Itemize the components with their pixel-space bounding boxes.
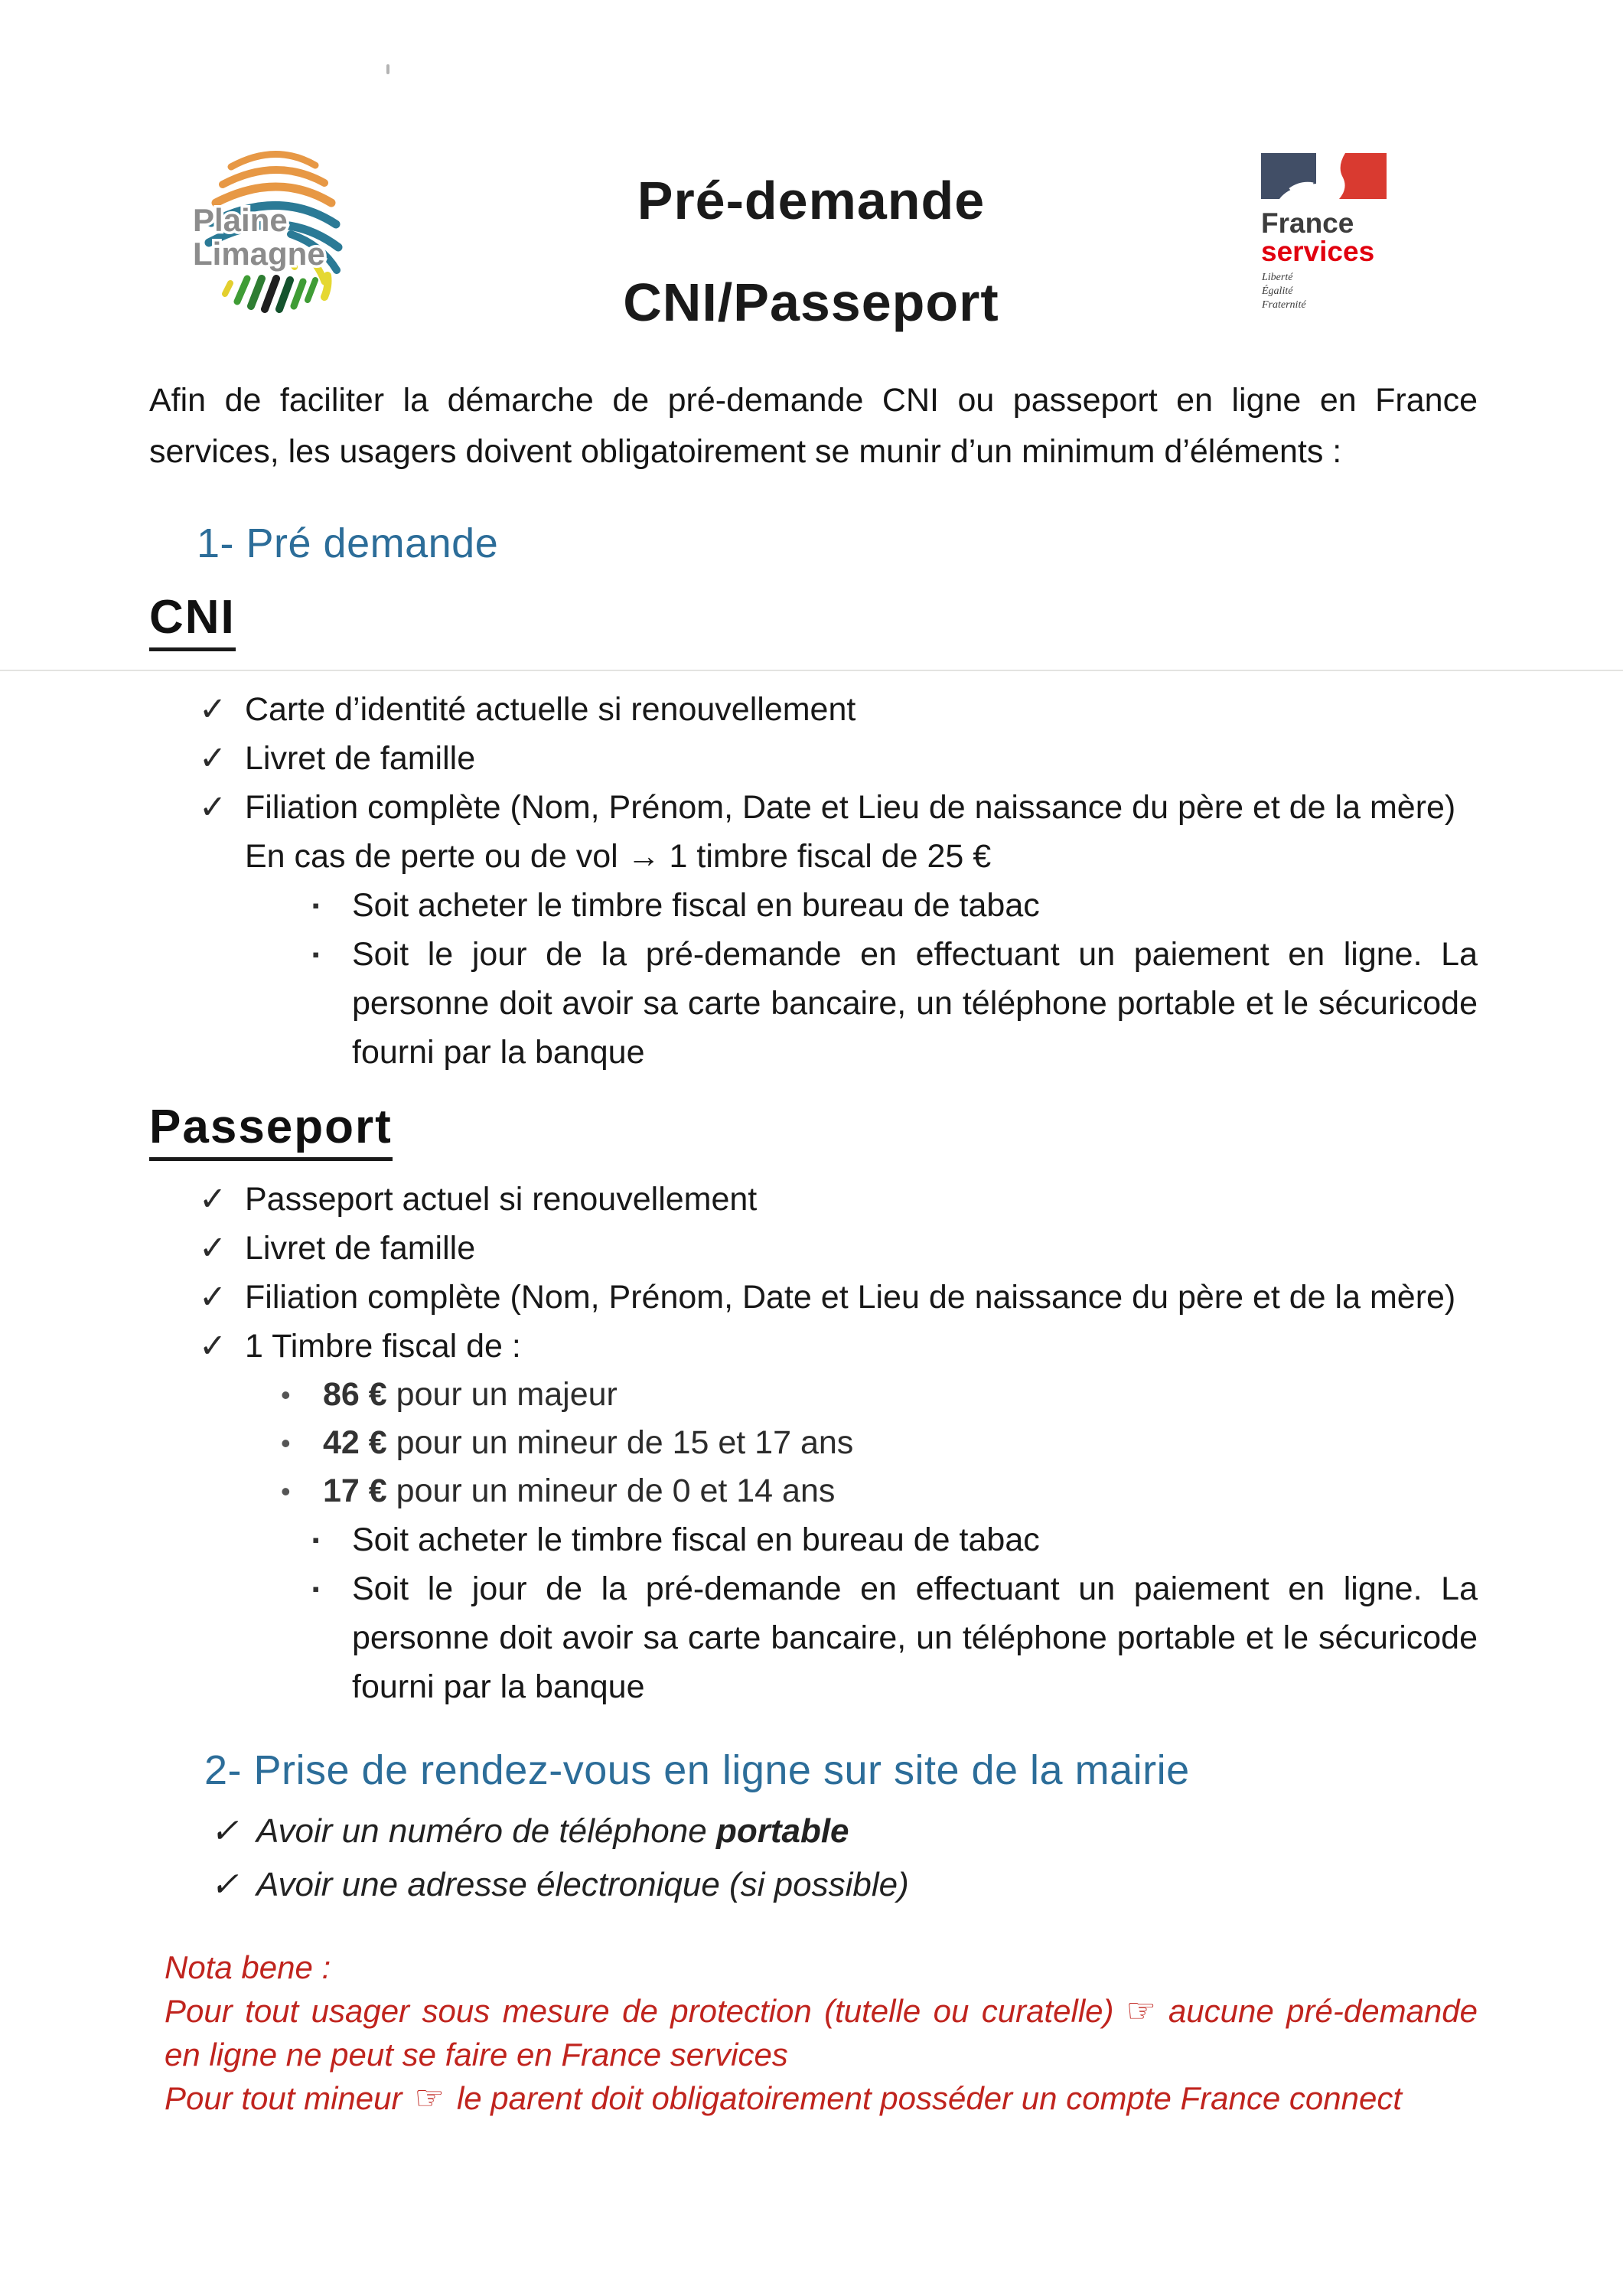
price-amount: 42 € bbox=[323, 1424, 387, 1462]
check-icon: ✓ bbox=[199, 691, 227, 729]
list-item: ▪ Soit acheter le timbre fiscal en bureau de tabac bbox=[149, 1515, 1478, 1564]
plaine-limagne-wordmark-line1: Plaine bbox=[193, 202, 288, 238]
check-icon: ✓ bbox=[199, 1279, 227, 1316]
nota-bene-label: Nota bene : bbox=[165, 1949, 331, 1986]
list-item: ✓ Carte d’identité actuelle si renouvellement bbox=[149, 685, 1478, 734]
price-item bbox=[149, 1419, 1478, 1467]
pointing-hand-icon: ☞ bbox=[1126, 1992, 1156, 2030]
cni-checklist bbox=[149, 685, 1478, 1077]
check-icon: ✓ bbox=[199, 789, 227, 827]
square-bullet-icon: ▪ bbox=[312, 943, 320, 967]
dot-bullet-icon: • bbox=[281, 1476, 291, 1508]
document-header bbox=[0, 0, 1623, 352]
dot-bullet-icon: • bbox=[281, 1427, 291, 1459]
france-services-logo bbox=[1260, 152, 1393, 308]
list-item: ✓ Passeport actuel si renouvellement bbox=[149, 1175, 1478, 1224]
list-item: ✓ 1 Timbre fiscal de : bbox=[149, 1322, 1478, 1371]
list-item: ✓ Filiation complète (Nom, Prénom, Date et Lieu de naissance du père et de la mère) bbox=[149, 1273, 1478, 1322]
nota-bene-line1: Pour tout usager sous mesure de protection (tutelle ou curatelle) ☞ aucune pré-demande en ligne ne peut se faire en France services bbox=[165, 1992, 1478, 2073]
document-content bbox=[0, 375, 1623, 2120]
check-icon: ✓ bbox=[210, 1866, 239, 1904]
page-title bbox=[429, 150, 1194, 354]
nota-bene-line2: Pour tout mineur ☞ le parent doit obligatoirement posséder un compte France connect bbox=[165, 2079, 1403, 2118]
list-item-text: Avoir une adresse électronique (si possible) bbox=[256, 1866, 909, 1904]
page-title-line1: Pré-demande bbox=[637, 171, 986, 230]
passeport-heading: Passeport bbox=[149, 1100, 1478, 1161]
check-icon: ✓ bbox=[199, 1181, 227, 1218]
list-item-bold-text: portable bbox=[715, 1812, 849, 1851]
list-item: ✓ Livret de famille bbox=[149, 734, 1478, 783]
section2-heading: 2- Prise de rendez-vous en ligne sur site de la mairie bbox=[204, 1747, 1190, 1794]
cni-heading: CNI bbox=[149, 590, 1478, 651]
check-icon: ✓ bbox=[199, 740, 227, 778]
intro-paragraph: Afin de faciliter la démarche de pré-demande CNI ou passeport en ligne en France services, les usagers doivent obligatoirement se munir d’un minimum d’éléments : bbox=[149, 382, 1478, 471]
list-item bbox=[149, 1858, 1478, 1912]
price-item bbox=[149, 1371, 1478, 1419]
square-bullet-icon: ▪ bbox=[312, 1528, 320, 1552]
motto-fraternite: Fraternité bbox=[1262, 299, 1306, 308]
plaine-limagne-logo bbox=[174, 136, 358, 320]
nota-bene bbox=[165, 1945, 1478, 2120]
list-item-text: Filiation complète (Nom, Prénom, Date et Lieu de naissance du père et de la mère) bbox=[245, 789, 1456, 827]
check-icon: ✓ bbox=[210, 1812, 239, 1851]
square-bullet-icon: ▪ bbox=[312, 1577, 320, 1601]
motto-liberte: Liberté bbox=[1262, 272, 1293, 283]
check-icon: ✓ bbox=[199, 1230, 227, 1267]
price-label: pour un majeur bbox=[386, 1376, 618, 1414]
list-item-text: Avoir un numéro de téléphone bbox=[256, 1812, 716, 1851]
pointing-hand-icon: ☞ bbox=[414, 2079, 445, 2118]
price-amount: 17 € bbox=[323, 1473, 387, 1510]
section1-heading: 1- Pré demande bbox=[197, 520, 499, 567]
list-item: ✓ Livret de famille bbox=[149, 1224, 1478, 1273]
page-title-line2: CNI/Passeport bbox=[623, 272, 999, 332]
divider-line bbox=[0, 670, 1623, 671]
price-label: pour un mineur de 15 et 17 ans bbox=[386, 1424, 854, 1462]
plaine-limagne-wordmark-line2: Limagne bbox=[193, 236, 325, 272]
price-amount: 86 € bbox=[323, 1376, 387, 1414]
section2-checklist bbox=[149, 1805, 1478, 1912]
france-services-wordmark-line1: France bbox=[1261, 207, 1354, 239]
france-services-wordmark-line2: services bbox=[1261, 236, 1375, 267]
price-item bbox=[149, 1467, 1478, 1515]
dot-bullet-icon: • bbox=[281, 1379, 291, 1411]
list-item: ▪ Soit acheter le timbre fiscal en bureau de tabac bbox=[149, 881, 1478, 930]
list-item bbox=[149, 1805, 1478, 1858]
price-label: pour un mineur de 0 et 14 ans bbox=[386, 1473, 836, 1510]
loss-note: En cas de perte ou de vol → 1 timbre fiscal de 25 € bbox=[245, 838, 992, 876]
list-item bbox=[149, 783, 1478, 881]
motto-egalite: Égalité bbox=[1262, 285, 1293, 297]
list-item: ▪ Soit le jour de la pré-demande en effectuant un paiement en ligne. La personne doit avoir sa carte bancaire, un téléphone portable et le sécuricode fourni par la banque bbox=[149, 930, 1478, 1077]
check-icon: ✓ bbox=[199, 1328, 227, 1365]
list-item: ▪ Soit le jour de la pré-demande en effectuant un paiement en ligne. La personne doit avoir sa carte bancaire, un téléphone portable et le sécuricode fourni par la banque bbox=[149, 1564, 1478, 1711]
square-bullet-icon: ▪ bbox=[312, 894, 320, 918]
passeport-checklist bbox=[149, 1175, 1478, 1711]
